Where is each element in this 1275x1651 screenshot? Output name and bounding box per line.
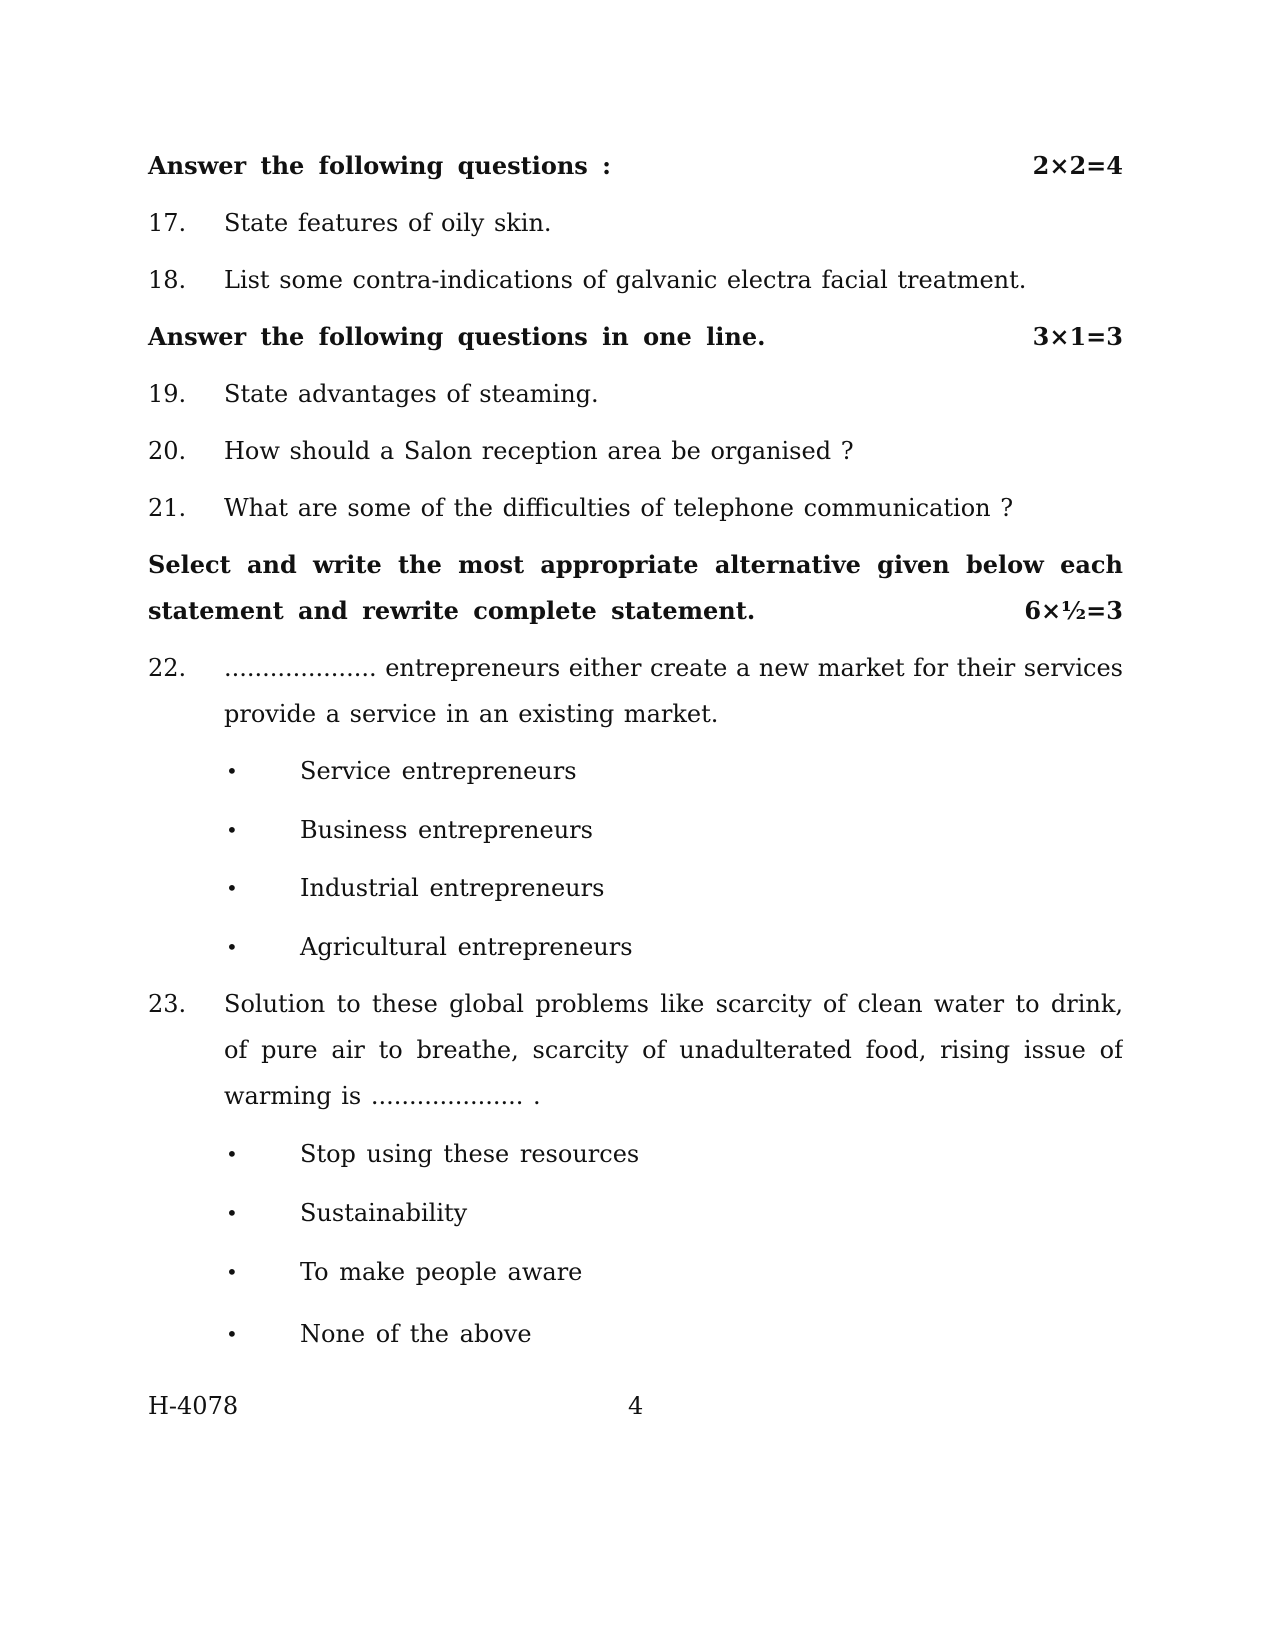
question-22	[148, 652, 1123, 684]
section-heading-text: Answer the following questions in one line.	[148, 322, 766, 351]
option-text: Agricultural entrepreneurs	[300, 933, 633, 961]
option-text: Stop using these resources	[300, 1140, 640, 1168]
bullet-icon: •	[226, 759, 238, 783]
bullet-icon: •	[226, 1201, 238, 1225]
section-marks: 6×½=3	[1024, 596, 1123, 625]
question-number: 23.	[148, 990, 187, 1018]
bullet-icon: •	[226, 1322, 238, 1346]
option-text: Sustainability	[300, 1199, 468, 1227]
section-marks: 2×2=4	[1032, 151, 1123, 180]
question-text-line: provide a service in an existing market.	[224, 700, 719, 728]
question-number: 19.	[148, 380, 187, 408]
paper-code: H-4078	[148, 1392, 239, 1420]
question-text-line: .................... entrepreneurs either create a new market for their services	[224, 654, 1123, 682]
bullet-icon: •	[226, 1142, 238, 1166]
section-heading-mcq-line1: Select and write the most appropriate alternative given below each	[148, 550, 1123, 579]
question-23-continued	[148, 1034, 1123, 1066]
section-heading-text: Answer the following questions :	[148, 151, 612, 180]
option-text: To make people aware	[300, 1258, 583, 1286]
bullet-icon: •	[226, 1260, 238, 1284]
question-text: List some contra-indications of galvanic electra facial treatment.	[224, 266, 1027, 294]
option-text: None of the above	[300, 1320, 532, 1348]
section-heading-short-answer	[148, 150, 1123, 182]
question-text-line: of pure air to breathe, scarcity of unadulterated food, rising issue of	[224, 1036, 1123, 1064]
question-text-line: warming is .................... .	[224, 1082, 541, 1110]
option-text: Service entrepreneurs	[300, 757, 577, 785]
question-text-line: Solution to these global problems like scarcity of clean water to drink,	[224, 990, 1123, 1018]
question-number: 22.	[148, 654, 187, 682]
section-heading-text: statement and rewrite complete statement.	[148, 596, 756, 625]
bullet-icon: •	[226, 818, 238, 842]
question-text: How should a Salon reception area be organised ?	[224, 437, 854, 465]
page-number: 4	[628, 1392, 644, 1420]
question-number: 20.	[148, 437, 187, 465]
section-heading-mcq-line2	[148, 595, 1123, 627]
question-text: What are some of the difficulties of telephone communication ?	[224, 494, 1014, 522]
question-23	[148, 988, 1123, 1020]
question-text: State features of oily skin.	[224, 209, 552, 237]
option-text: Business entrepreneurs	[300, 816, 593, 844]
question-number: 21.	[148, 494, 187, 522]
exam-page	[148, 0, 1123, 1651]
option-text: Industrial entrepreneurs	[300, 874, 605, 902]
question-text: State advantages of steaming.	[224, 380, 599, 408]
question-number: 18.	[148, 266, 187, 294]
question-number: 17.	[148, 209, 187, 237]
bullet-icon: •	[226, 935, 238, 959]
section-heading-one-line	[148, 321, 1123, 353]
bullet-icon: •	[226, 876, 238, 900]
section-marks: 3×1=3	[1032, 322, 1123, 351]
